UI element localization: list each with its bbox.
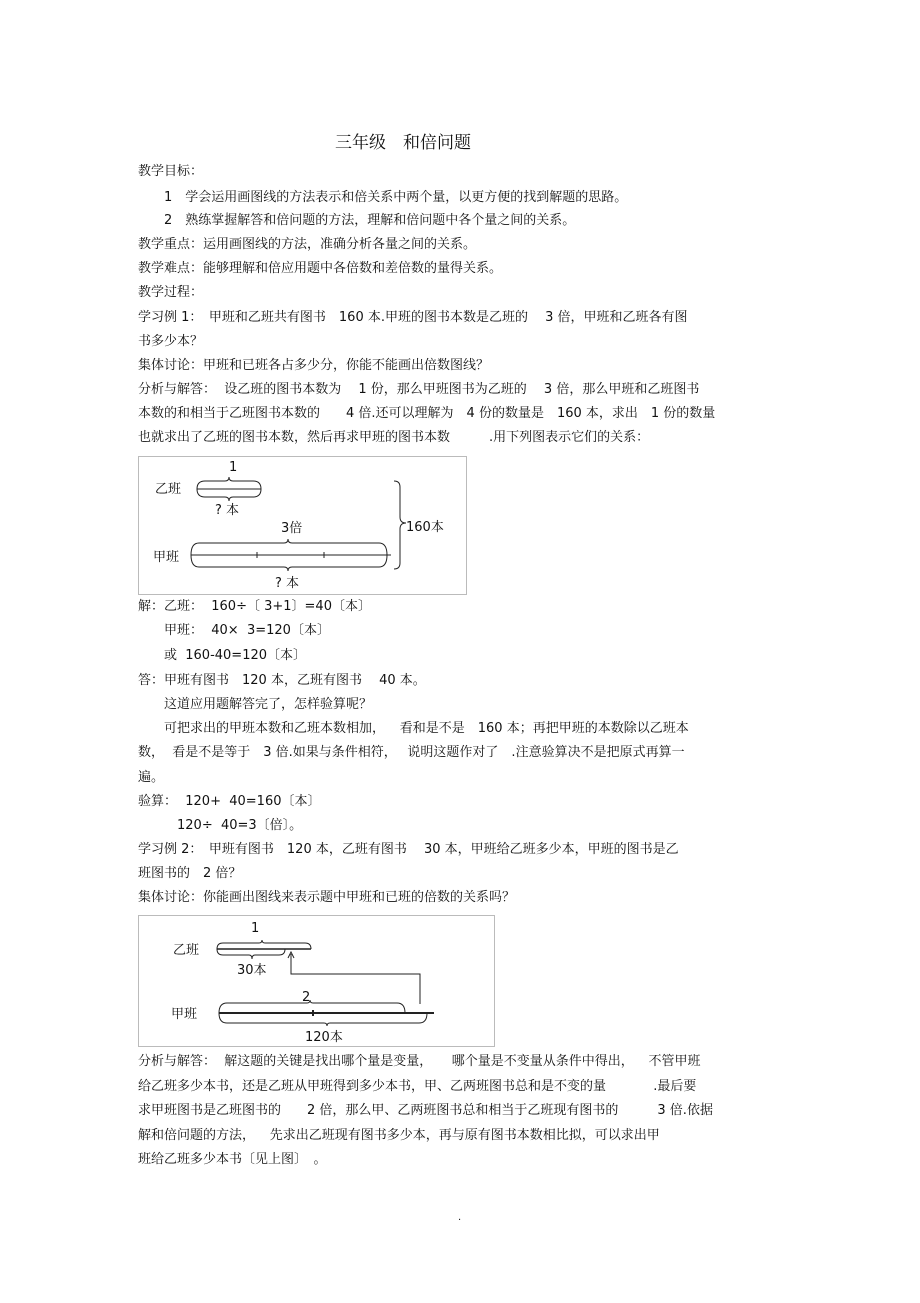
text-line: 学习例 2： 甲班有图书 120 本，乙班有图书 30 本，甲班给乙班多少本，甲班的图书是乙	[138, 842, 679, 857]
fig2-a-count: 120本	[305, 1030, 343, 1045]
fig1-q1: ? 本	[215, 503, 240, 518]
text-line: 验算： 120+ 40=160〔本〕	[138, 794, 321, 809]
text-line: 给乙班多少本书，还是乙班从甲班得到多少本书，甲、乙两班图书总和是不变的量 .最后要	[138, 1079, 697, 1094]
text-line: 可把求出的甲班本数和乙班本数相加， 看和是不是 160 本；再把甲班的本数除以乙班本	[138, 721, 689, 736]
fig2-b-label: 乙班	[173, 943, 200, 958]
text-line: 教学难点：能够理解和倍应用题中各倍数和差倍数的量得关系。	[138, 261, 503, 276]
text-line: 答：甲班有图书 120 本，乙班有图书 40 本。	[138, 673, 426, 688]
text-line: 或 160-40=120〔本〕	[138, 648, 307, 663]
text-line: 集体讨论：甲班和已班各占多少分，你能不能画出倍数图线？	[138, 358, 490, 373]
fig1-b-label: 乙班	[155, 482, 182, 497]
text-line: 本数的和相当于乙班图书本数的 4 倍.还可以理解为 4 份的数量是 160 本，求出 1 份的数量	[138, 406, 716, 421]
text-line: 教学目标：	[138, 164, 204, 179]
text-line: 书多少本？	[138, 334, 204, 349]
text-line: 解和倍问题的方法， 先求出乙班现有图书多少本，再与原有图书本数相比拟，可以求出甲	[138, 1128, 660, 1143]
text-line: 甲班： 40× 3=120〔本〕	[138, 623, 330, 638]
text-line: 120÷ 40=3〔倍〕。	[138, 818, 303, 833]
fig2-b-count: 30本	[237, 963, 267, 978]
fig1-times: 3倍	[281, 521, 303, 536]
fig2-one: 1	[251, 921, 260, 936]
text-line: 求甲班图书是乙班图书的 2 倍，那么甲、乙两班图书总和相当于乙班现有图书的 3 倍.依据	[138, 1103, 713, 1118]
text-line: 分析与解答： 设乙班的图书本数为 1 份，那么甲班图书为乙班的 3 倍，那么甲班和乙班图书	[138, 382, 700, 397]
text-line: 数， 看是不是等于 3 倍.如果与条件相符， 说明这题作对了 .注意验算决不是把原式再算一	[138, 745, 685, 760]
text-line: 1 学会运用画图线的方法表示和倍关系中两个量，以更方便的找到解题的思路。	[138, 190, 628, 205]
text-line: 2 熟练掌握解答和倍问题的方法，理解和倍问题中各个量之间的关系。	[138, 213, 576, 228]
text-line: 教学重点：运用画图线的方法，准确分析各量之间的关系。	[138, 237, 477, 252]
fig1-one: 1	[229, 460, 238, 475]
fig1-a-line	[191, 552, 391, 558]
text-line: 这道应用题解答完了，怎样验算呢？	[138, 697, 373, 712]
text-line: 遍。	[138, 770, 165, 785]
text-line: 集体讨论：你能画出图线来表示题中甲班和已班的倍数的关系吗？	[138, 890, 516, 905]
page-footer: .	[458, 1212, 462, 1223]
fig2-a-label: 甲班	[171, 1007, 198, 1022]
fig1-total: 160本	[406, 520, 444, 535]
text-line: 解：乙班： 160÷〔 3+1〕=40〔本〕	[138, 599, 371, 614]
diagram-example-1	[138, 456, 467, 595]
diagram-example-2	[138, 915, 495, 1047]
text-line: 班给乙班多少本书〔见上图〕 。	[138, 1152, 327, 1167]
fig2-two: 2	[302, 990, 311, 1005]
fig1-q2: ? 本	[275, 576, 300, 591]
text-line: 教学过程：	[138, 285, 204, 300]
page-title: 三年级 和倍问题	[335, 133, 471, 153]
fig2-a-line	[219, 1010, 434, 1016]
fig1-a-label: 甲班	[153, 550, 180, 565]
text-line: 也就求出了乙班的图书本数，然后再求甲班的图书本数 .用下列图表示它们的关系：	[138, 430, 650, 445]
text-line: 班图书的 2 倍？	[138, 866, 242, 881]
fig1-total-brace	[394, 481, 406, 569]
text-line: 分析与解答： 解这题的关键是找出哪个量是变量， 哪个量是不变量从条件中得出， 不管甲班	[138, 1054, 701, 1069]
text-line: 学习例 1： 甲班和乙班共有图书 160 本.甲班的图书本数是乙班的 3 倍，甲班和乙班各有图	[138, 310, 688, 325]
